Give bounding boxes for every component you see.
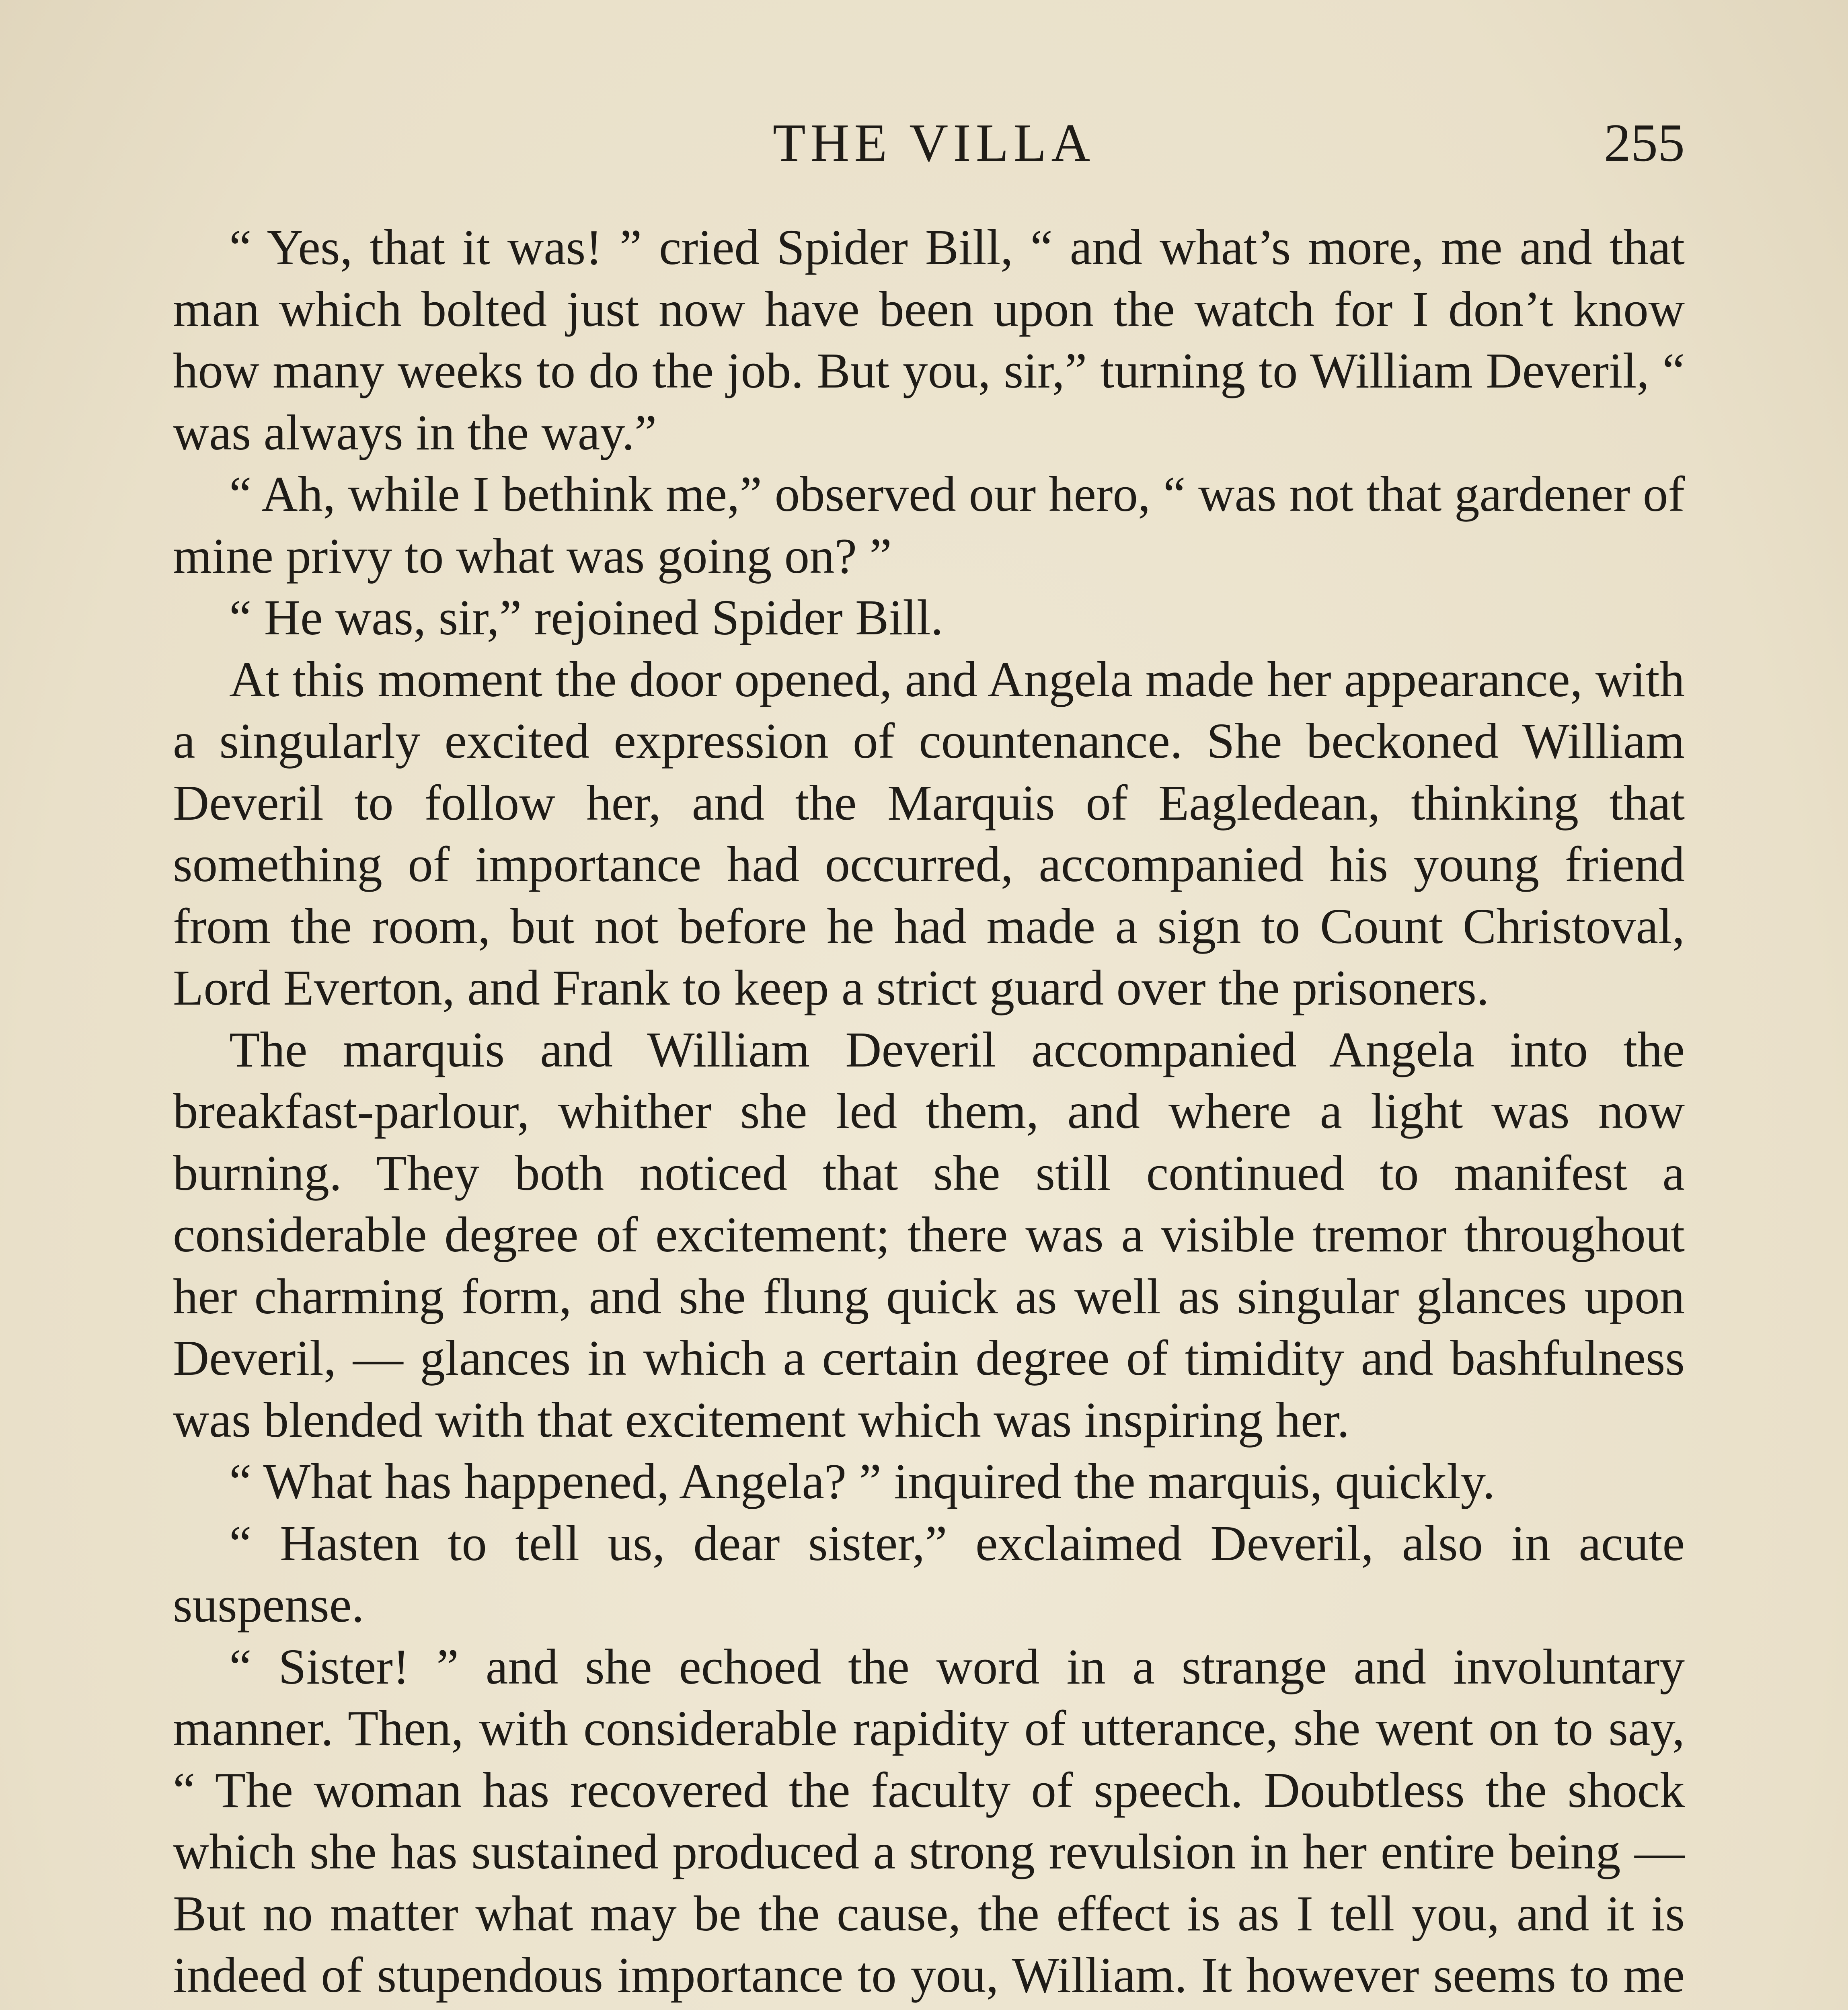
paragraph: “ Hasten to tell us, dear sister,” exclaimed Deveril, also in acute suspense.	[173, 1516, 1685, 1633]
paragraph: At this moment the door opened, and Angela made her appearance, with a singularly excited expression of countenance. She beckoned William Deveril to follow her, and the Marquis of Eagledean, thinking that something of importance had occurred, accompanied his young friend from the room, but not before he had made a sign to Count Christoval, Lord Everton, and Frank to keep a strict guard over the prisoners.	[173, 652, 1685, 1016]
paragraph: “ What has happened, Angela? ” inquired the marquis, quickly.	[229, 1454, 1495, 1510]
running-title: THE VILLA	[772, 113, 1095, 172]
paragraph: “ Sister! ” and she echoed the word in a strange and involuntary manner. Then, with considerable rapidity of utterance, she went on to say, “ The woman has recovered the faculty of speech. Doubtless the shock which she has sustained produced a strong revulsion in her entire being — But no matter what may be the cause, the effect is as I tell you, and it is indeed of stupendous importance to you, William. It however seems to me	[173, 1639, 1685, 2003]
page-number: 255	[1604, 113, 1685, 172]
paragraph: “ Ah, while I bethink me,” observed our hero, “ was not that gardener of mine privy to what was going on? ”	[173, 467, 1685, 584]
paragraph: The marquis and William Deveril accompanied Angela into the breakfast-parlour, whither she led them, and where a light was now burning. They both noticed that she still continued to manifest a considerable degree of excitement; there was a visible tremor throughout her charming form, and she flung quick as well as singular glances upon Deveril, — glances in which a certain degree of timidity and bashfulness was blended with that excitement which was inspiring her.	[173, 1022, 1685, 1448]
running-header	[183, 103, 1685, 183]
body-text	[173, 217, 1685, 2010]
paragraph: “ Yes, that it was! ” cried Spider Bill, “ and what’s more, me and that man which bolted just now have been upon the watch for I don’t know how many weeks to do the job. But you, sir,” turning to William Deveril, “ was always in the way.”	[173, 220, 1685, 461]
paragraph: “ He was, sir,” rejoined Spider Bill.	[229, 590, 943, 646]
